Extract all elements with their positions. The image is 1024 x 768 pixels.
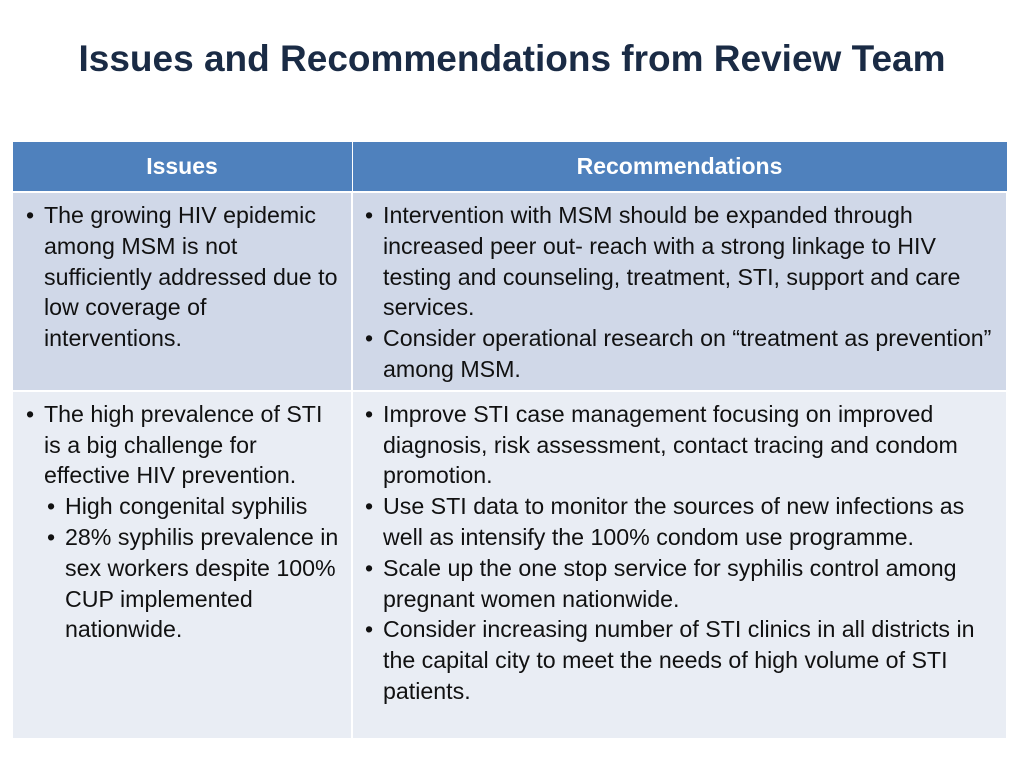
issue-cell [12, 391, 352, 739]
issue-sub-item: • 28% syphilis prevalence in sex workers despite 100% CUP implemented nationwide. [44, 522, 345, 645]
recommendation-item: • Use STI data to monitor the sources of new infections as well as intensify the 100% condom use programme. [365, 491, 1002, 553]
recommendation-item: • Scale up the one stop service for syphilis control among pregnant women nationwide. [365, 553, 1002, 615]
issue-item: • The growing HIV epidemic among MSM is not sufficiently addressed due to low coverage of interventions. [26, 200, 345, 354]
issue-text: The high prevalence of STI is a big challenge for effective HIV prevention. [44, 400, 323, 489]
issue-sub-item: • High congenital syphilis [44, 491, 345, 522]
recommendation-cell [352, 192, 1007, 391]
header-issues: Issues [12, 142, 352, 193]
recommendation-item: • Consider operational research on “treatment as prevention” among MSM. [365, 323, 1002, 385]
table-row [12, 391, 1007, 739]
slide-title: Issues and Recommendations from Review Team [78, 38, 946, 79]
header-recommendations: Recommendations [352, 142, 1007, 193]
recommendation-cell [352, 391, 1007, 739]
issue-sub-list [44, 491, 345, 645]
recommendation-list [365, 200, 1002, 385]
issue-item [26, 399, 345, 645]
issue-cell [12, 192, 352, 391]
issues-recommendations-table [11, 141, 1008, 740]
table-row [12, 192, 1007, 391]
recommendation-item: • Improve STI case management focusing on improved diagnosis, risk assessment, contact tracing and condom promotion. [365, 399, 1002, 491]
table-header-row [12, 142, 1007, 193]
issue-list [26, 200, 345, 354]
recommendation-item: • Consider increasing number of STI clinics in all districts in the capital city to meet the needs of high volume of STI patients. [365, 614, 1002, 706]
recommendation-list [365, 399, 1002, 707]
issue-list [26, 399, 345, 645]
recommendation-item: • Intervention with MSM should be expanded through increased peer out- reach with a strong linkage to HIV testing and counseling, treatment, STI, support and care services. [365, 200, 1002, 323]
